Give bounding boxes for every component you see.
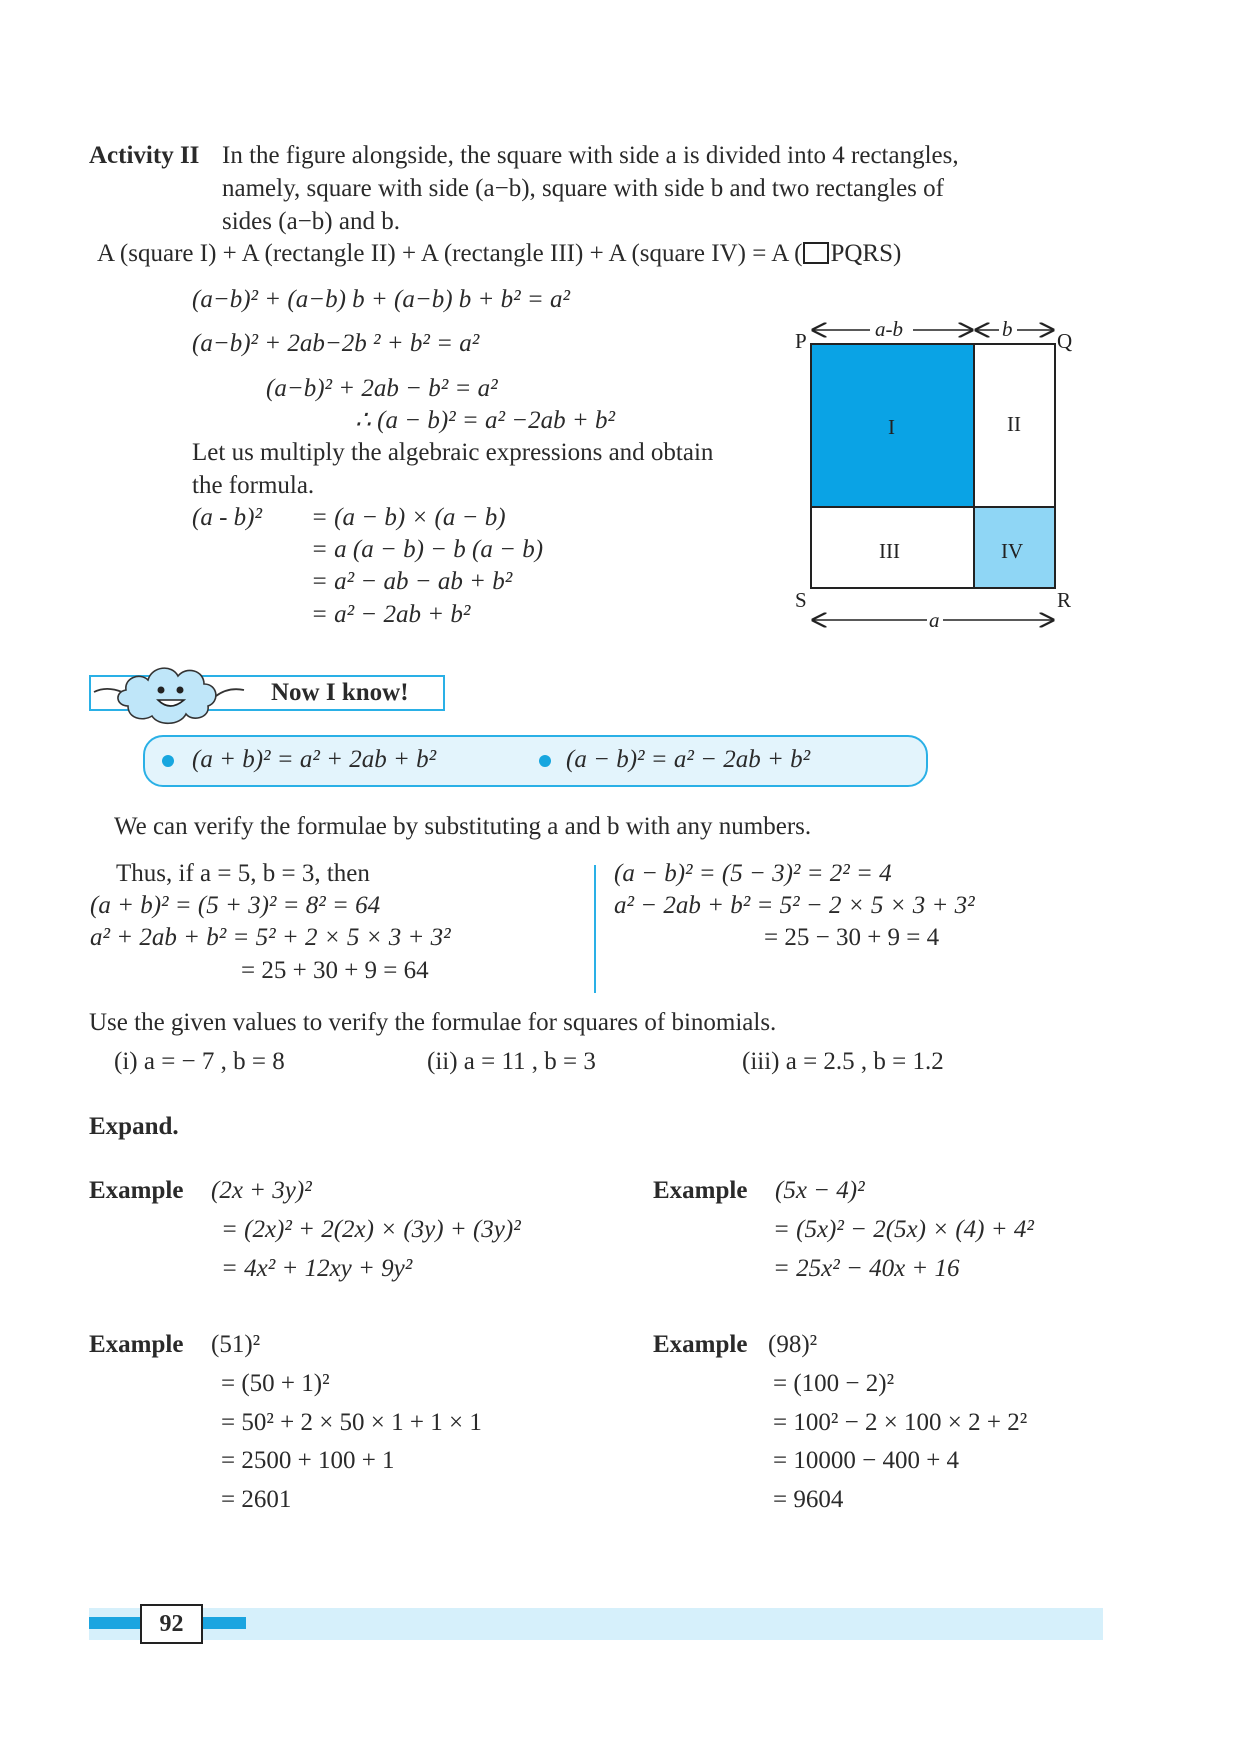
multiply-step-2: = a (a − b) − b (a − b) [311, 536, 544, 563]
vertex-S: S [795, 588, 807, 612]
formula-sum-square: (a + b)² = a² + 2ab + b² [192, 746, 437, 773]
example-2-step-1: = (5x)² − 2(5x) × (4) + 4² [773, 1216, 1034, 1243]
example-4-expression: (98)² [768, 1331, 818, 1358]
verify-left-1: Thus, if a = 5, b = 3, then [116, 860, 370, 887]
vertex-Q: Q [1057, 329, 1073, 353]
verify-right-1: (a − b)² = (5 − 3)² = 2² = 4 [614, 860, 892, 887]
label-b: b [1002, 318, 1013, 341]
example-4-step-2: = 100² − 2 × 100 × 2 + 2² [773, 1409, 1028, 1436]
example-2-expression: (5x − 4)² [775, 1177, 865, 1204]
activity-line-2: namely, square with side (a−b), square with side b and two rectangles of [222, 175, 944, 202]
derivation-step-2: (a−b)² + 2ab−2b ² + b² = a² [192, 330, 480, 357]
label-a-minus-b: a-b [875, 318, 903, 341]
area-equation-rhs: PQRS) [830, 240, 902, 267]
square-diagram [795, 318, 1095, 638]
example-3-step-4: = 2601 [221, 1486, 292, 1513]
exercise-item-ii: (ii) a = 11 , b = 3 [427, 1048, 596, 1075]
example-3-step-3: = 2500 + 100 + 1 [221, 1447, 395, 1474]
page-number: 92 [140, 1604, 203, 1644]
multiply-step-3: = a² − ab − ab + b² [311, 568, 513, 595]
example-2-step-2: = 25x² − 40x + 16 [773, 1255, 960, 1282]
bullet-icon [162, 755, 174, 767]
verify-right-3: = 25 − 30 + 9 = 4 [764, 924, 940, 951]
multiply-lhs: (a - b)² [192, 504, 262, 531]
footer-accent-left [89, 1617, 141, 1629]
region-label-IV: IV [1001, 539, 1024, 563]
verify-left-3: a² + 2ab + b² = 5² + 2 × 5 × 3 + 3² [90, 924, 451, 951]
expand-heading: Expand. [89, 1113, 179, 1140]
multiply-step-1: = (a − b) × (a − b) [311, 504, 506, 531]
formula-difference-square: (a − b)² = a² − 2ab + b² [566, 746, 811, 773]
region-label-I: I [888, 415, 895, 439]
bullet-icon [539, 755, 551, 767]
multiply-text-2: the formula. [192, 472, 315, 499]
example-3-step-2: = 50² + 2 × 50 × 1 + 1 × 1 [221, 1409, 482, 1436]
activity-line-1: In the figure alongside, the square with side a is divided into 4 rectangles, [222, 142, 959, 169]
vertex-R: R [1057, 588, 1072, 612]
example-label: Example [89, 1331, 184, 1358]
example-1-step-1: = (2x)² + 2(2x) × (3y) + (3y)² [221, 1216, 521, 1243]
verify-right-2: a² − 2ab + b² = 5² − 2 × 5 × 3 + 3² [614, 892, 975, 919]
area-equation-lhs: A (square I) + A (rectangle II) + A (rectangle III) + A (square IV) = A ( [97, 240, 803, 267]
label-a: a [929, 608, 940, 632]
region-label-III: III [879, 539, 900, 563]
multiply-step-4: = a² − 2ab + b² [311, 601, 471, 628]
activity-title: Activity II [89, 142, 200, 169]
exercise-instruction: Use the given values to verify the formulae for squares of binomials. [89, 1009, 777, 1036]
derivation-step-1: (a−b)² + (a−b) b + (a−b) b + b² = a² [192, 286, 571, 313]
derivation-step-3: (a−b)² + 2ab − b² = a² [266, 375, 498, 402]
example-3-step-1: = (50 + 1)² [221, 1370, 330, 1397]
activity-line-3: sides (a−b) and b. [222, 208, 400, 235]
footer-accent-right [202, 1617, 246, 1629]
example-4-step-3: = 10000 − 400 + 4 [773, 1447, 960, 1474]
exercise-item-iii: (iii) a = 2.5 , b = 1.2 [742, 1048, 944, 1075]
example-4-step-1: = (100 − 2)² [773, 1370, 895, 1397]
example-label: Example [653, 1177, 748, 1204]
cloud-mascot-icon [88, 652, 248, 730]
example-1-step-2: = 4x² + 12xy + 9y² [221, 1255, 413, 1282]
vertex-P: P [795, 329, 807, 353]
verify-left-2: (a + b)² = (5 + 3)² = 8² = 64 [90, 892, 381, 919]
verify-left-4: = 25 + 30 + 9 = 64 [241, 957, 429, 984]
verify-intro: We can verify the formulae by substituting a and b with any numbers. [114, 813, 812, 840]
square-symbol-icon [803, 242, 829, 264]
multiply-text-1: Let us multiply the algebraic expressions and obtain [192, 439, 714, 466]
exercise-item-i: (i) a = − 7 , b = 8 [114, 1048, 285, 1075]
example-1-expression: (2x + 3y)² [211, 1177, 312, 1204]
region-label-II: II [1007, 412, 1021, 436]
example-3-expression: (51)² [211, 1331, 261, 1358]
example-label: Example [653, 1331, 748, 1358]
area-equation [97, 239, 901, 269]
column-divider [594, 865, 596, 993]
derivation-step-4: ∴ (a − b)² = a² −2ab + b² [355, 407, 616, 434]
now-i-know-label: Now I know! [271, 679, 409, 706]
example-label: Example [89, 1177, 184, 1204]
example-4-step-4: = 9604 [773, 1486, 844, 1513]
